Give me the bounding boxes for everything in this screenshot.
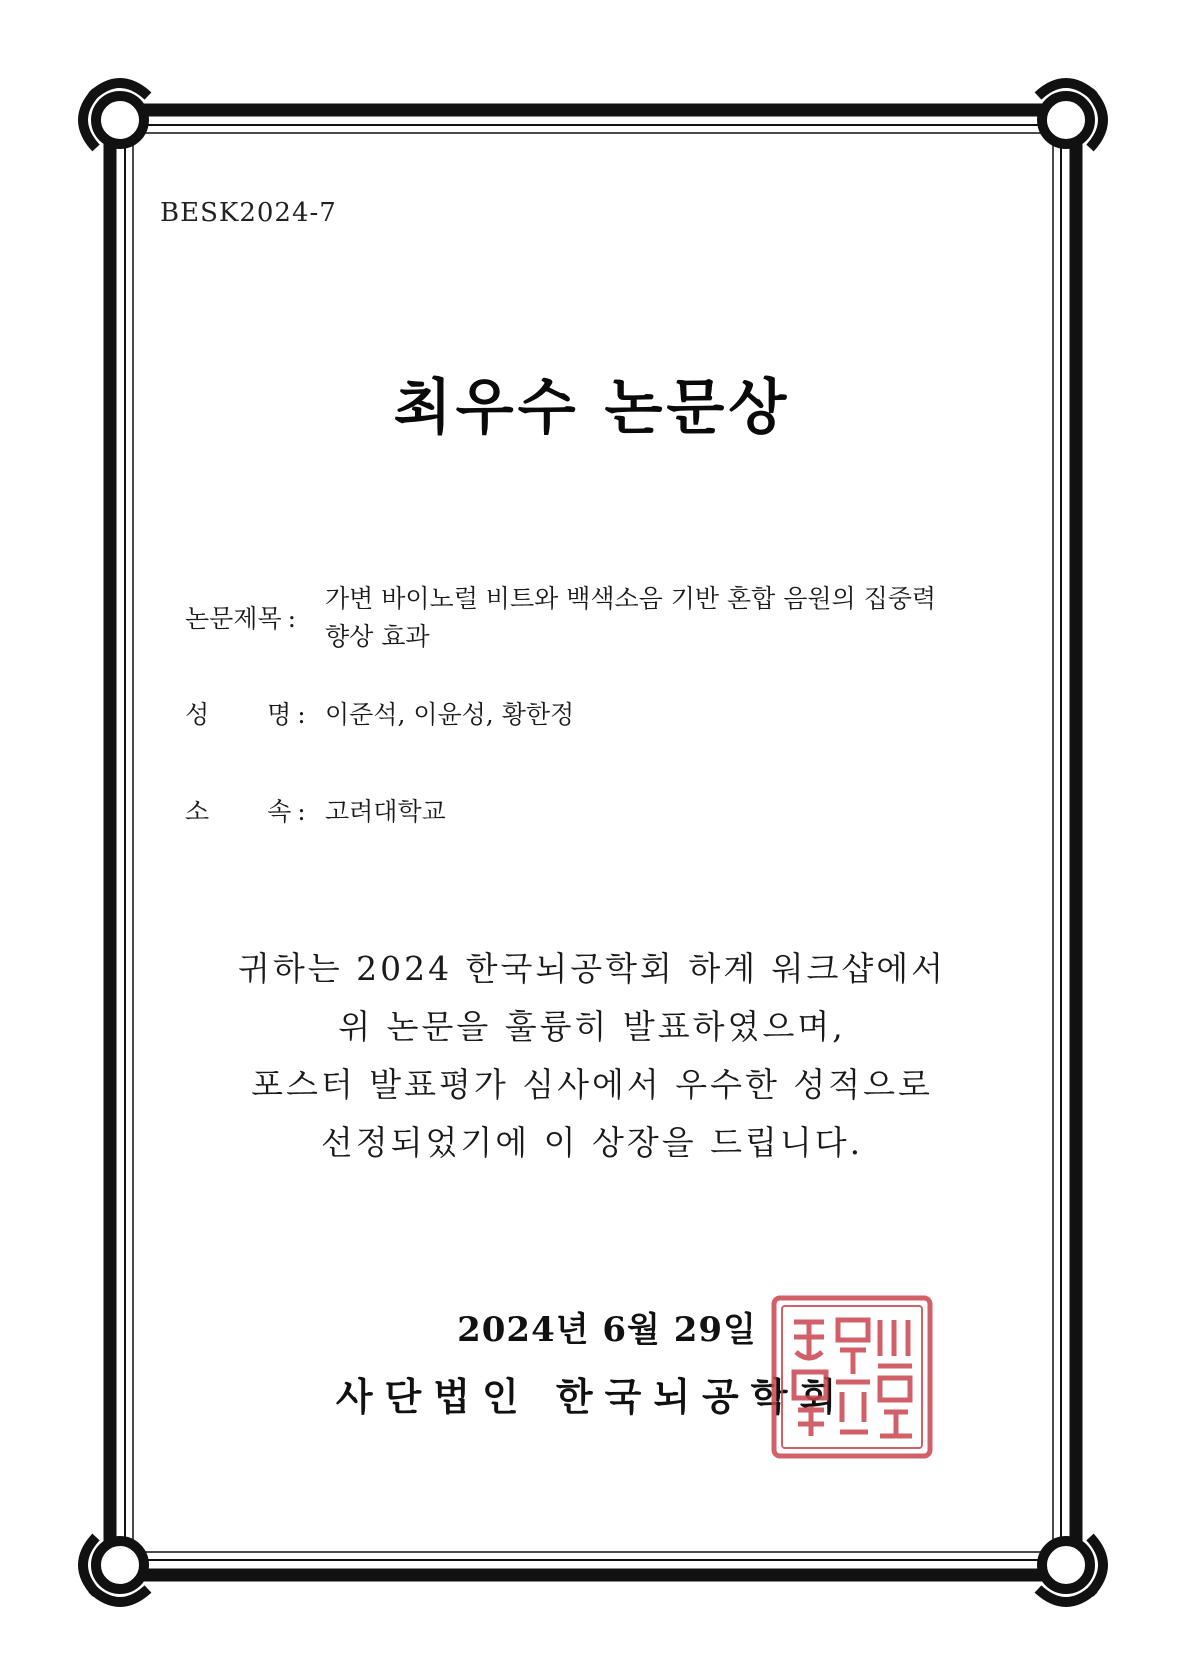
corner-ornament-top-right [1038,83,1103,148]
affiliation-value: 고려대학교 [325,797,446,826]
issuing-organization: 사단법인 한국뇌공학회 [335,1375,849,1419]
body-line-2: 위 논문을 훌륭히 발표하였으며, [338,1007,846,1046]
certificate-number: BESK2024-7 [160,198,337,228]
paper-title-value [325,580,936,656]
corner-ornament-bottom-right [1038,1537,1103,1602]
name-label: 성 명 : [185,700,306,729]
affiliation-label: 소 속 : [185,797,306,826]
certificate-title: 최우수 논문상 [393,373,791,443]
paper-title-line-1: 가변 바이노럴 비트와 백색소음 기반 혼합 음원의 집중력 [325,584,937,613]
certificate-body [0,940,1184,1172]
body-line-1: 귀하는 2024 한국뇌공학회 하계 워크샵에서 [238,949,946,988]
body-line-3: 포스터 발표평가 심사에서 우수한 성적으로 [251,1065,933,1104]
corner-ornament-top-left [83,83,148,148]
body-line-4: 선정되었기에 이 상장을 드립니다. [320,1123,864,1162]
issue-date: 2024년 6월 29일 [457,1310,757,1350]
corner-ornament-bottom-left [83,1537,148,1602]
paper-title-label: 논문제목 : [185,604,297,633]
name-value: 이준석, 이윤성, 황한정 [325,700,575,729]
official-seal-stamp [768,1292,936,1462]
paper-title-line-2: 향상 효과 [325,622,430,651]
